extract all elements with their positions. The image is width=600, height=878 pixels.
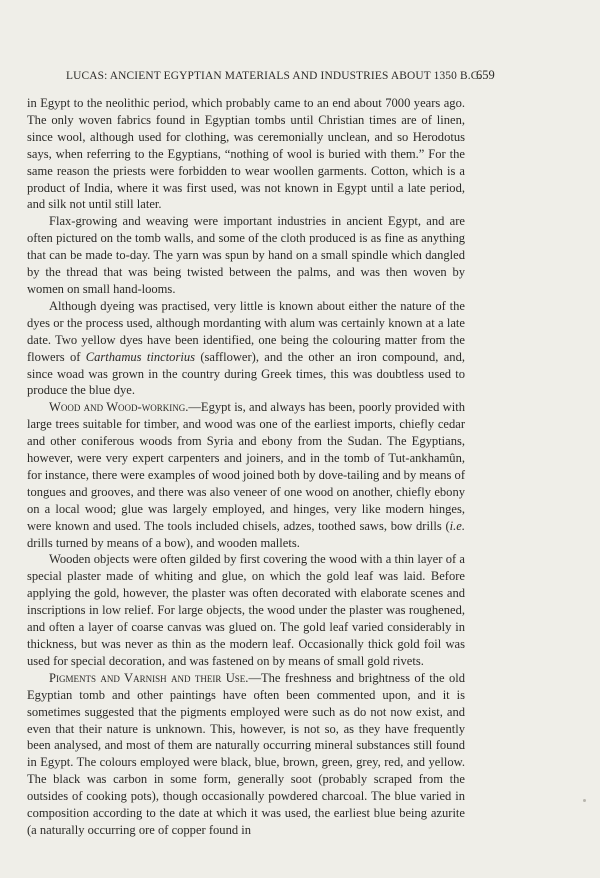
running-header: LUCAS: ANCIENT EGYPTIAN MATERIALS AND INDUSTRIES ABOUT 1350 B.C.: [66, 70, 482, 82]
paragraph-flax-weaving: [27, 213, 465, 298]
paragraph-text: in Egypt to the neolithic period, which probably came to an end about 7000 years ago. The only woven fabrics found in Egyptian tombs until Christian times are of linen, since wool, although used for clothing, was ceremonially unclean, and so Herodotus says, when referring to the Egyptians, “nothing of wool is buried with them.” For the same reason the priests were forbidden to wear woollen garments. Cotton, which is a product of India, where it was first used, was not known in Egypt until a late period, and silk not until still later.: [27, 96, 465, 212]
paragraph-text: Flax-growing and weaving were important industries in ancient Egypt, and are often pictured on the tomb walls, and some of the cloth produced is as fine as anything that can be made to-day. The yarn was spun by hand on a small spindle which dangled by the thread that was being twisted between the palms, and was then woven by women on small hand-looms.: [27, 214, 465, 296]
page-number: 659: [476, 68, 495, 82]
article-body: [27, 95, 465, 839]
paper-speck: [583, 799, 586, 802]
paragraph-wood-working: [27, 399, 465, 551]
section-heading-pigments: Pigments and Varnish and their Use.: [49, 670, 249, 685]
paragraph-text: —The freshness and brightness of the old Egyptian tomb and other paintings have often been commented upon, and it is sometimes suggested that the pigments employed were such as do not now exist, and even that their nature is unknown. This, however, is not so, as they have frequently been analysed, and most of them are naturally occurring mineral substances still found in Egypt. The colours employed were black, blue, brown, green, grey, red, and yellow. The black was carbon in some form, generally soot (probably scraped from the outsides of cooking pots), though occasionally powdered charcoal. The blue varied in composition according to the date at which it was used, the earliest blue being azurite (a naturally occurring ore of copper found in: [27, 670, 465, 837]
paragraph-dyeing: [27, 298, 465, 399]
paragraph-text: Although dyeing was practised, very little is known about either the nature of the dyes or the process used, although mordanting with alum was certainly known at a late date. Two yellow dyes have been identified, one being the colouring matter from the flowers of: [27, 298, 465, 364]
paragraph-text: drills turned by means of a bow), and wooden mallets.: [27, 535, 300, 550]
paragraph-text: Wooden objects were often gilded by first covering the wood with a thin layer of a special plaster made of whiting and glue, on which the gold leaf was laid. Before applying the gold, however, the plaster was often decorated with elaborate scenes and inscriptions in low relief. For large objects, the wood under the plaster was roughened, and often a layer of coarse canvas was glued on. The gold leaf varied considerably in thickness, but was never as thin as the modern leaf. Occasionally thick gold foil was used for special decoration, and was fastened on by means of small gold rivets.: [27, 552, 465, 668]
abbreviation-ie: i.e.: [449, 518, 465, 533]
paragraph-text: —Egypt is, and always has been, poorly provided with large trees suitable for timber, and wood was one of the earliest imports, chiefly cedar and other coniferous woods from Syria and ebony from the Sudan. The Egyptians, however, were very expert carpenters and joiners, and in the tomb of Tut-ankhamûn, for instance, there were examples of wood joined both by dove-tailing and by means of tongues and grooves, and there was also veneer of one wood on another, chiefly ebony on a local wood; glue was largely employed, and hinges, very like modern hinges, were known and used. The tools included chisels, adzes, toothed saws, bow drills (: [27, 400, 465, 533]
paragraph-pigments: [27, 670, 465, 839]
species-name: Carthamus tinctorius: [85, 349, 195, 364]
section-heading-wood: Wood and Wood-working.: [49, 400, 189, 415]
paragraph-gilding: [27, 551, 465, 669]
paragraph-text: (safflower), and the other an iron compound, and, since woad was grown in the country during Greek times, this was doubtless used to produce the blue dye.: [27, 349, 465, 398]
paragraph-textiles: [27, 95, 465, 213]
